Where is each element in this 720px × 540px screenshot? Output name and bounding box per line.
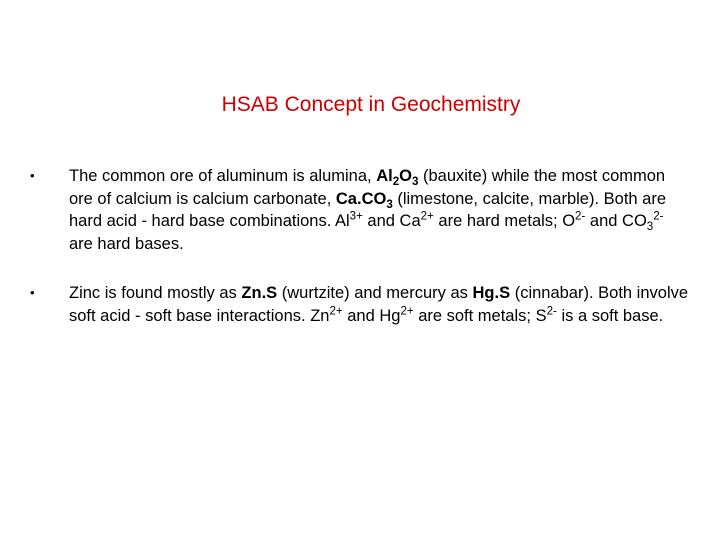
slide-title: HSAB Concept in Geochemistry: [221, 93, 521, 116]
bullet-marker: •: [30, 168, 35, 183]
bullet-item-alumina-calcium: [30, 165, 690, 255]
bullet-text: Zinc is found mostly as Zn.S (wurtzite) and mercury as Hg.S (cinnabar). Both involve soft acid - soft base interactions. $Zn^{2+}$ and $Hg^{2+}$ are soft metals; $S^{2-}$ is a soft base.: [69, 284, 689, 325]
bullet-list: [30, 165, 690, 354]
bullet-item-zinc-mercury: [30, 282, 690, 327]
bullet-text: The common ore of aluminum is alumina, $Al_2O_3$ (bauxite) while the most common ore of calcium is calcium carbonate, $Ca.CO_3$ (limestone, calcite, marble). Both are hard acid - hard base combinations. $Al^{3+}$ and $Ca^{2+}$ are hard metals; $O^{2-}$ and $CO_3^{2-}$ are hard bases.: [69, 167, 667, 253]
bullet-marker: •: [30, 285, 35, 300]
